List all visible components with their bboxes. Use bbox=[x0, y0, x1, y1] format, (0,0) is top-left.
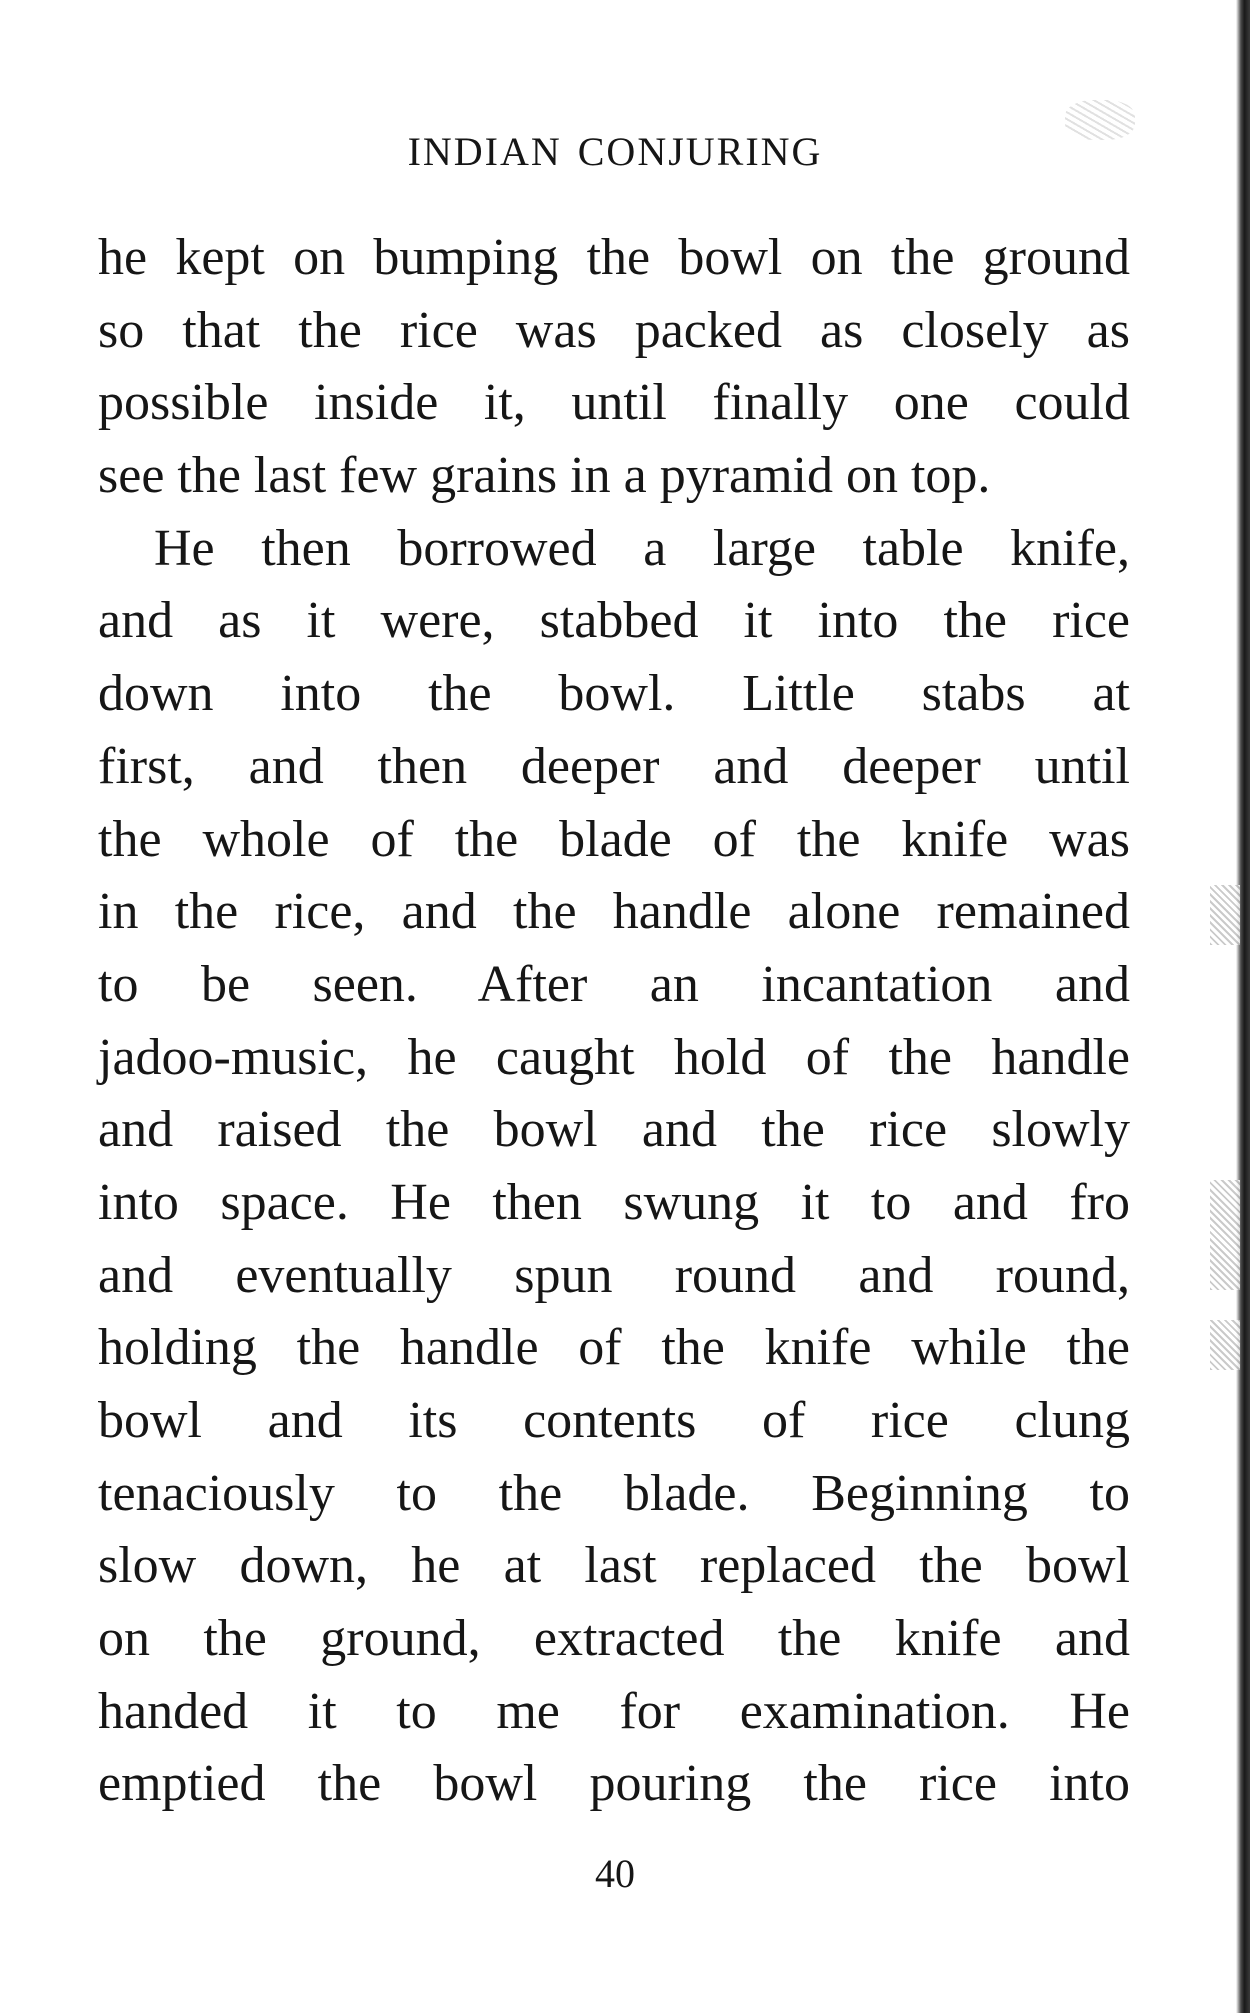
text-line: jadoo-music, he caught hold of the handle bbox=[98, 1028, 1130, 1086]
text-line: see the last few grains in a pyramid on top. bbox=[98, 447, 991, 505]
text-line: tenaciously to the blade. Beginning to bbox=[98, 1464, 1130, 1522]
text-line: emptied the bowl pouring the rice into bbox=[98, 1755, 1130, 1813]
text-line: and raised the bowl and the rice slowly bbox=[98, 1101, 1130, 1159]
text-line: and as it were, stabbed it into the rice bbox=[98, 592, 1130, 650]
page-edge-shadow bbox=[1236, 0, 1250, 2013]
text-line: on the ground, extracted the knife and bbox=[98, 1610, 1130, 1668]
page-edge-fray bbox=[1210, 1180, 1240, 1290]
body-text bbox=[98, 222, 1130, 1821]
page-number: 40 bbox=[595, 1851, 635, 1896]
text-line: into space. He then swung it to and fro bbox=[98, 1173, 1130, 1231]
running-head: INDIAN CONJURING bbox=[407, 129, 823, 174]
text-line: bowl and its contents of rice clung bbox=[98, 1392, 1130, 1449]
text-line: he kept on bumping the bowl on the ground bbox=[98, 229, 1130, 286]
page-edge-fray bbox=[1210, 885, 1240, 945]
text-line: to be seen. After an incantation and bbox=[98, 955, 1130, 1013]
text-line: first, and then deeper and deeper until bbox=[98, 737, 1130, 795]
page-edge-fray bbox=[1210, 1320, 1240, 1370]
text-line: handed it to me for examination. He bbox=[98, 1682, 1130, 1740]
text-line: down into the bowl. Little stabs at bbox=[98, 665, 1130, 723]
text-line: slow down, he at last replaced the bowl bbox=[98, 1537, 1130, 1595]
text-line: the whole of the blade of the knife was bbox=[98, 810, 1130, 868]
text-line: holding the handle of the knife while the bbox=[98, 1319, 1130, 1377]
text-line: in the rice, and the handle alone remained bbox=[98, 883, 1130, 941]
text-line: possible inside it, until finally one could bbox=[98, 374, 1130, 432]
text-line: and eventually spun round and round, bbox=[98, 1246, 1130, 1304]
text-line: He then borrowed a large table knife, bbox=[154, 519, 1130, 577]
text-line: so that the rice was packed as closely as bbox=[98, 301, 1130, 359]
